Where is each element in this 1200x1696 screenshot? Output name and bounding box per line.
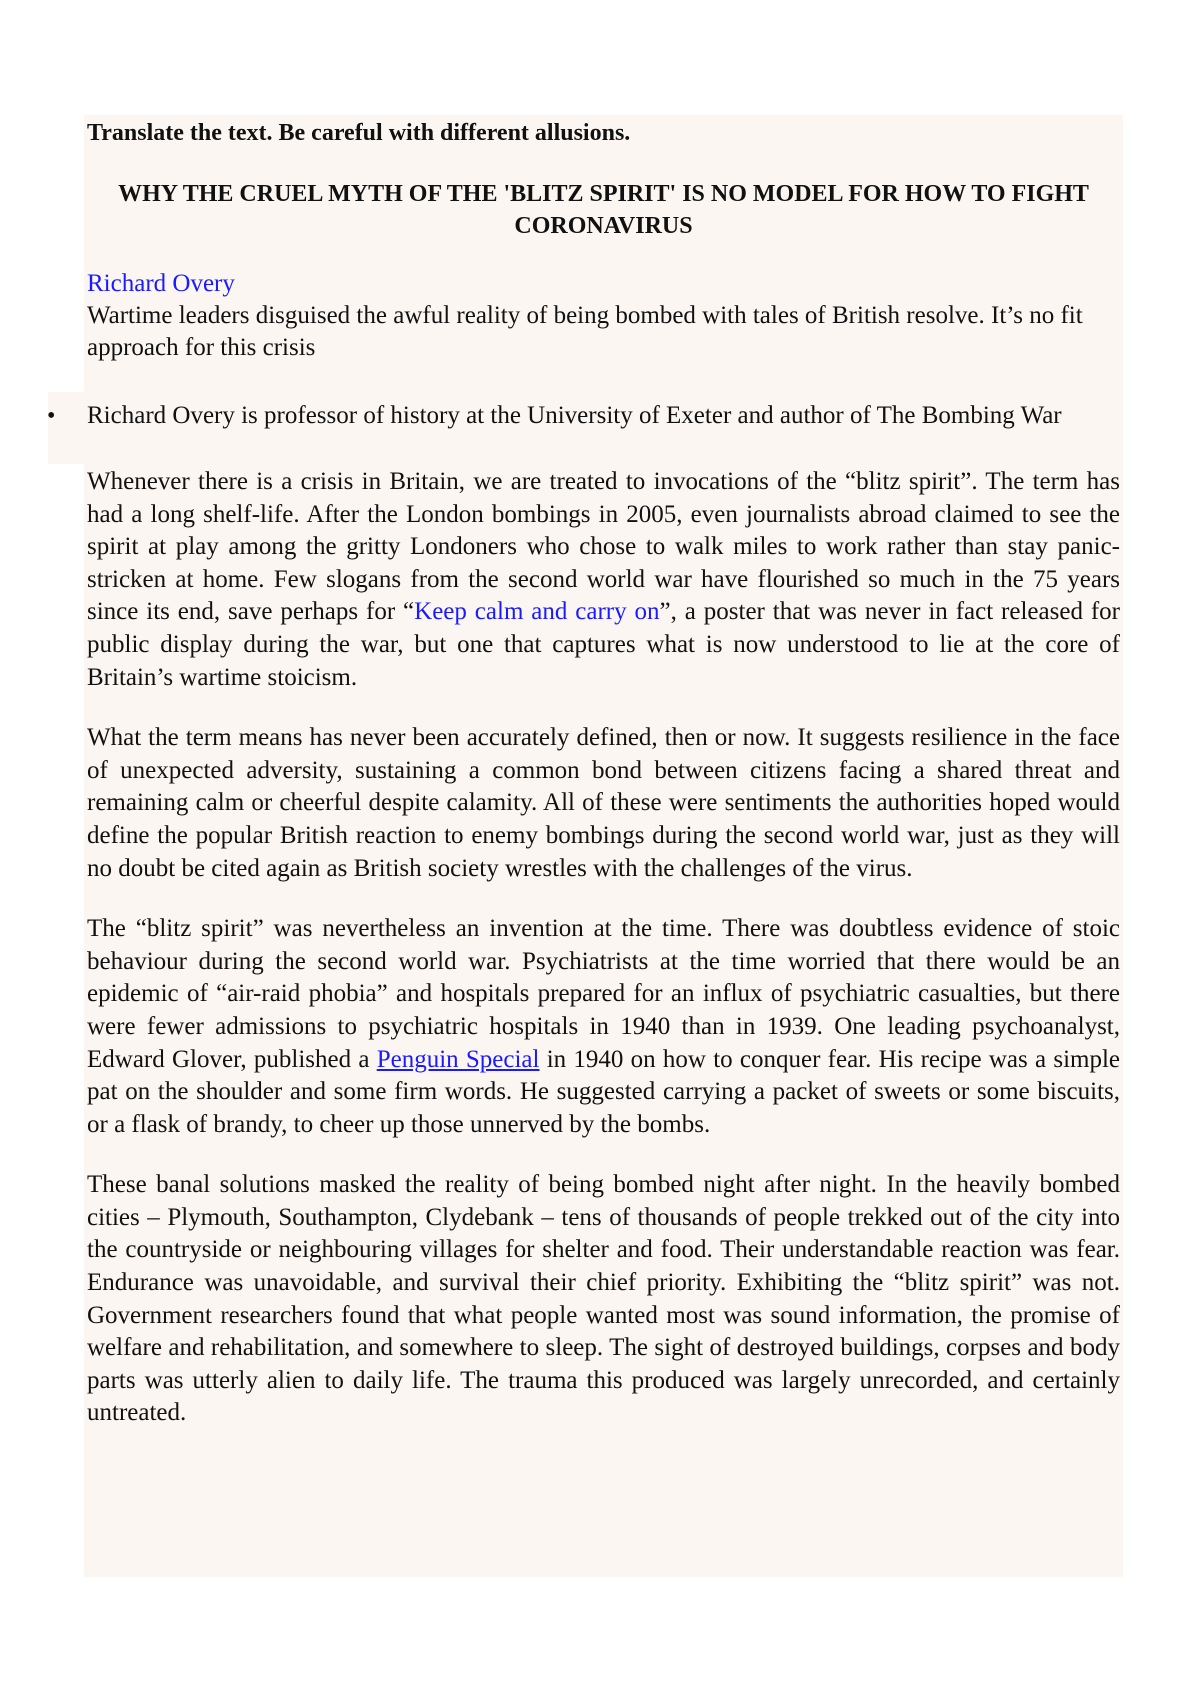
paragraph-1	[87, 466, 1120, 694]
paragraph-3-text-after: in 1940 on how to conquer fear. His recipe was a simple pat on the shoulder and some firm words. He suggested carrying a packet of sweets or some biscuits, or a flask of brandy, to cheer up those unnerved by the bombs.	[87, 1045, 1120, 1138]
keep-calm-link[interactable]: Keep calm and carry on	[414, 598, 660, 626]
article-headline: WHY THE CRUEL MYTH OF THE 'BLITZ SPIRIT' IS NO MODEL FOR HOW TO FIGHT CORONAVIRUS	[118, 181, 1089, 239]
paragraph-1-text-after: ”, a poster that was never in fact released for public display during the war, but one that captures what is now understood to lie at the core of Britain’s wartime stoicism.	[87, 598, 1120, 691]
author-bio	[47, 400, 1120, 432]
penguin-special-link[interactable]: Penguin Special	[376, 1045, 540, 1073]
paragraph-3-text-before: The “blitz spirit” was nevertheless an invention at the time. There was doubtless evidence of stoic behaviour during the second world war. Psychiatrists at the time worried that there would be an epidemic of “air-raid phobia” and hospitals prepared for an influx of psychiatric casualties, but there were fewer admissions to psychiatric hospitals in 1940 than in 1939. One leading psychoanalyst, Edward Glover, published a	[87, 915, 1120, 1073]
paragraph-2: What the term means has never been accurately defined, then or now. It suggests resilience in the face of unexpected adversity, sustaining a common bond between citizens facing a shared threat and remaining calm or cheerful despite calamity. All of these were sentiments the authorities hoped would define the popular British reaction to enemy bombings during the second world war, just as they will no doubt be cited again as British society wrestles with the challenges of the virus.	[87, 724, 1120, 882]
bullet-icon: •	[47, 403, 56, 429]
author-link[interactable]: Richard Overy	[87, 270, 235, 297]
task-instruction: Translate the text. Be careful with different allusions.	[87, 120, 631, 146]
paragraph-1-text-before: Whenever there is a crisis in Britain, we are treated to invocations of the “blitz spirit”. The term has had a long shelf-life. After the London bombings in 2005, even journalists abroad claimed to see the spirit at play among the gritty Londoners who chose to walk miles to work rather than stay panic-stricken at home. Few slogans from the second world war have flourished so much in the 75 years since its end, save perhaps for “	[87, 468, 1120, 626]
author-bio-text: Richard Overy is professor of history at the University of Exeter and author of The Bombing War	[87, 402, 1062, 429]
paragraph-3	[87, 913, 1120, 1141]
article-standfirst: Wartime leaders disguised the awful reality of being bombed with tales of British resolve. It’s no fit approach for this crisis	[87, 302, 1083, 361]
document-body	[47, 118, 1120, 1430]
paragraph-4: These banal solutions masked the reality of being bombed night after night. In the heavily bombed cities – Plymouth, Southampton, Clydebank – tens of thousands of people trekked out of the city into the countryside or neighbouring villages for shelter and food. Their understandable reaction was fear. Endurance was unavoidable, and survival their chief priority. Exhibiting the “blitz spirit” was not. Government researchers found that what people wanted most was sound information, the promise of welfare and rehabilitation, and somewhere to sleep. The sight of destroyed buildings, corpses and body parts was utterly alien to daily life. The trauma this produced was largely unrecorded, and certainly untreated.	[87, 1171, 1120, 1427]
